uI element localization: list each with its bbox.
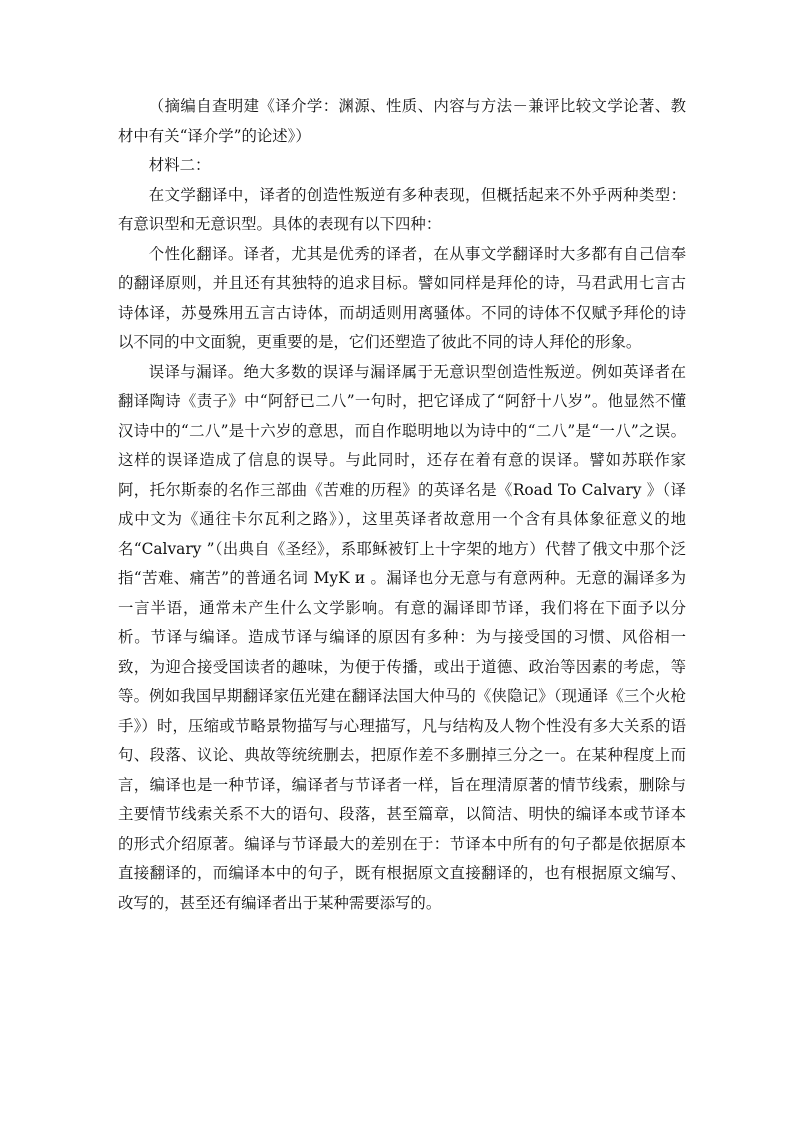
paragraph-personalized-translation: 个性化翻译。译者，尤其是优秀的译者，在从事文学翻译时大多都有自己信奉的翻译原则，并且还有其独特的追求目标。譬如同样是拜伦的诗，马君武用七言古诗体译，苏曼殊用五言古诗体，而胡适则用离骚体。不同的诗体不仅赋予拜伦的诗以不同的中文面貌，更重要的是，它们还塑造了彼此不同的诗人拜伦的形象。	[118, 244, 686, 351]
paragraph-intro: 在文学翻译中，译者的创造性叛逆有多种表现，但概括起来不外乎两种类型：有意识型和无意识型。具体的表现有以下四种：	[118, 185, 686, 233]
document-body	[118, 92, 686, 918]
source-citation: （摘编自查明建《译介学：渊源、性质、内容与方法－兼评比较文学论著、教材中有关“译介学”的论述》）	[118, 97, 686, 145]
paragraph-mistranslation-omission: 误译与漏译。绝大多数的误译与漏译属于无意识型创造性叛逆。例如英译者在翻译陶诗《责子》中“阿舒已二八”一句时，把它译成了“阿舒十八岁”。他显然不懂汉诗中的“二八”是十六岁的意思，而自作聪明地以为诗中的“二八”是“一八”之误。这样的误译造成了信息的误导。与此同时，还存在着有意的误译。譬如苏联作家阿，托尔斯泰的名作三部曲《苦难的历程》的英译名是《Road To Calvary 》（译成中文为《通往卡尔瓦利之路》），这里英译者故意用一个含有具体象征意义的地名“Calvary ”（出典自《圣经》，系耶稣被钉上十字架的地方）代替了俄文中那个泛指“苦难、痛苦”的普通名词 MyK и 。漏译也分无意与有意两种。无意的漏译多为一言半语，通常未产生什么文学影响。有意的漏译即节译，我们将在下面予以分析。节译与编译。造成节译与编译的原因有多种：为与接受国的习惯、风俗相一致，为迎合接受国读者的趣味，为便于传播，或出于道德、政治等因素的考虑，等等。例如我国早期翻译家伍光建在翻译法国大仲马的《侠隐记》（现通译《三个火枪手》）时，压缩或节略景物描写与心理描写，凡与结构及人物个性没有多大关系的语句、段落、议论、典故等统统删去，把原作差不多删掉三分之一。在某种程度上而言，编译也是一种节译，编译者与节译者一样，旨在理清原著的情节线索，删除与主要情节线索关系不大的语句、段落，甚至篇章，以简洁、明快的编译本或节译本的形式介绍原著。编译与节译最大的差别在于：节译本中所有的句子都是依据原本直接翻译的，而编译本中的句子，既有根据原文直接翻译的，也有根据原文编写、改写的，甚至还有编译者出于某种需要添写的。	[118, 362, 686, 912]
material-heading: 材料二：	[148, 156, 211, 174]
